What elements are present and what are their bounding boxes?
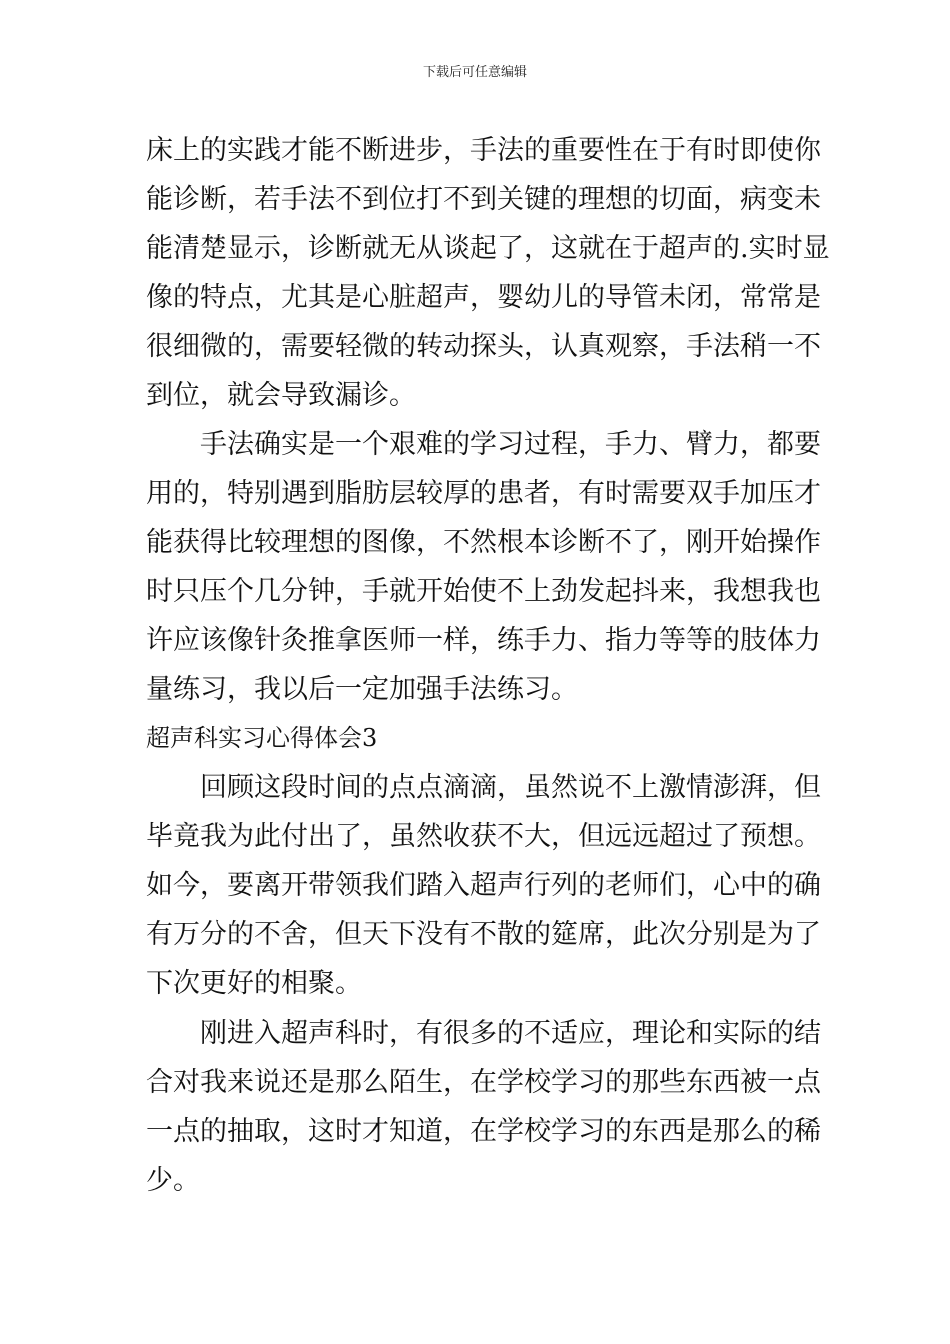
text-line: 许应该像针灸推拿医师一样，练手力、指力等等的肢体力 (146, 625, 821, 656)
text-line: 有万分的不舍，但天下没有不散的筵席，此次分别是为了 (146, 919, 821, 950)
text-line: 回顾这段时间的点点滴滴，虽然说不上激情澎湃，但 (200, 772, 821, 803)
page-header-note: 下载后可任意编辑 (422, 65, 527, 80)
text-line: 一点的抽取，这时才知道，在学校学习的东西是那么的稀 (146, 1116, 821, 1147)
text-line: 下次更好的相聚。 (146, 968, 362, 999)
text-line: 手法确实是一个艰难的学习过程，手力、臂力，都要 (200, 429, 821, 460)
text-line: 量练习，我以后一定加强手法练习。 (146, 674, 578, 705)
text-line: 用的，特别遇到脂肪层较厚的患者，有时需要双手加压才 (146, 478, 821, 509)
document-body (146, 126, 830, 1205)
text-line: 时只压个几分钟，手就开始使不上劲发起抖来，我想我也 (146, 576, 821, 607)
text-line: 合对我来说还是那么陌生，在学校学习的那些东西被一点 (146, 1067, 821, 1098)
text-line: 像的特点，尤其是心脏超声，婴幼儿的导管未闭，常常是 (146, 282, 821, 313)
text-line: 如今，要离开带领我们踏入超声行列的老师们，心中的确 (146, 870, 821, 901)
text-line: 毕竟我为此付出了，虽然收获不大，但远远超过了预想。 (146, 821, 821, 852)
text-line: 刚进入超声科时，有很多的不适应，理论和实际的结 (200, 1018, 821, 1049)
text-line: 很细微的，需要轻微的转动探头，认真观察，手法稍一不 (146, 331, 821, 362)
text-line: 能获得比较理想的图像，不然根本诊断不了，刚开始操作 (146, 527, 821, 558)
text-line: 到位，就会导致漏诊。 (146, 380, 416, 411)
text-line: 能诊断，若手法不到位打不到关键的理想的切面，病变未 (146, 184, 821, 215)
section-heading: 超声科实习心得体会3 (146, 724, 378, 752)
text-line: 少。 (146, 1165, 200, 1196)
text-line: 床上的实践才能不断进步，手法的重要性在于有时即使你 (146, 135, 821, 166)
text-line: 能清楚显示，诊断就无从谈起了，这就在于超声的.实时显 (146, 233, 830, 264)
